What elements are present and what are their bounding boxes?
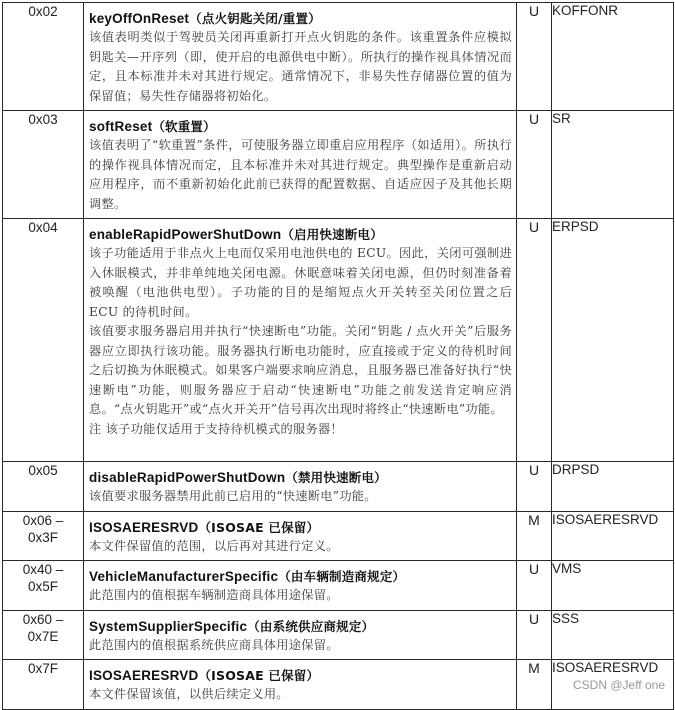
cvt-cell: U	[517, 111, 552, 219]
subfunction-value: 0x03	[3, 111, 84, 219]
name-zh: （软重置）	[152, 119, 216, 134]
mnemonic-cell: ISOSAERESRVD	[552, 660, 674, 710]
cvt-cell: U	[517, 462, 552, 512]
name-en: ISOSAERESRVD	[89, 519, 199, 535]
mnemonic-cell: VMS	[552, 561, 674, 611]
description-cell	[84, 462, 517, 512]
subfunction-name	[89, 518, 512, 537]
subfunction-name	[89, 666, 512, 685]
name-en: softReset	[89, 119, 153, 134]
table-row	[3, 111, 674, 219]
description-paragraph: 此范围内的值根据车辆制造商具体用途保留。	[89, 588, 339, 602]
mnemonic-cell: ISOSAERESRVD	[552, 511, 674, 561]
description-cell	[84, 111, 517, 219]
subfunction-value: 0x60 – 0x7E	[3, 610, 84, 660]
description-paragraph: 该值表明了“软重置”条件，可使服务器立即重启应用程序（如适用）。所执行的操作视具体情况而定，且本标准并未对其进行规定。典型操作是重新启动应用程序，而不重新初始化此前已获得的配置数据、自适应因子及其他长期调整。	[89, 138, 512, 211]
name-zh: （ISOSAE 已保留）	[198, 519, 320, 535]
mnemonic-cell: SSS	[552, 610, 674, 660]
name-zh: （由车辆制造商规定）	[278, 569, 406, 584]
name-en: ISOSAERESRVD	[89, 668, 199, 683]
cvt-cell: M	[517, 660, 552, 710]
subfunction-table	[2, 2, 674, 710]
name-en: VehicleManufacturerSpecific	[89, 569, 279, 584]
table-row	[3, 462, 674, 512]
subfunction-value: 0x40 – 0x5F	[3, 561, 84, 611]
description-cell	[84, 610, 517, 660]
subfunction-value: 0x06 – 0x3F	[3, 511, 84, 561]
description-cell	[84, 660, 517, 710]
description-paragraph: 该值要求服务器启用并执行“快速断电”功能。关闭“钥匙 / 点火开关”后服务器应立即执行该功能。服务器执行断电功能时，应直接或于定义的待机时间之后切换为休眠模式。如果客户端要求响应消息，且服务器已准备好执行“快速断电”功能，则服务器应于启动“快速断电”功能之前发送肯定响应消息。“点火钥匙开”或“点火开关开”信号再次出现时将终止“快速断电”功能。	[89, 324, 512, 416]
mnemonic-cell: ERPSD	[552, 219, 674, 462]
name-en: keyOffOnReset	[89, 11, 190, 26]
description-paragraph: 本文件保留值的范围，以后再对其进行定义。	[89, 538, 339, 553]
description-paragraph: 该值要求服务器禁用此前已启用的“快速断电”功能。	[89, 489, 377, 503]
name-en: disableRapidPowerShutDown	[89, 470, 286, 485]
name-en: enableRapidPowerShutDown	[89, 227, 282, 242]
description-paragraph: 此范围内的值根据系统供应商具体用途保留。	[89, 637, 339, 652]
table-row	[3, 511, 674, 561]
description-paragraph: 该子功能适用于非点火上电而仅采用电池供电的 ECU。因此，关闭可强制进入休眠模式，并非单纯地关闭电源。休眠意味着关闭电源，但仍时刻准备着被唤醒（电池供电型）。子功能的目的是缩短点火开关转至关闭位置之后 ECU 的待机时间。	[89, 246, 512, 319]
subfunction-value: 0x05	[3, 462, 84, 512]
table-row	[3, 219, 674, 462]
description-cell	[84, 561, 517, 611]
subfunction-value: 0x04	[3, 219, 84, 462]
name-zh: （ISOSAE 已保留）	[198, 668, 320, 683]
subfunction-name	[89, 468, 512, 487]
description-cell	[84, 219, 517, 462]
subfunction-value: 0x7F	[3, 660, 84, 710]
cvt-cell: U	[517, 3, 552, 111]
description-paragraph: 该值表明类似于驾驶员关闭再重新打开点火钥匙的条件。该重置条件应模拟钥匙关—开序列（即，使开启的电源供电中断）。所执行的操作视具体情况而定，且本标准并未对其进行规定。通常情况下，非易失性存储器位置的值为保留值；易失性存储器将初始化。	[89, 30, 512, 103]
name-en: SystemSupplierSpecific	[89, 618, 248, 634]
mnemonic-cell: DRPSD	[552, 462, 674, 512]
description-cell	[84, 511, 517, 561]
name-zh: （点火钥匙关闭/重置）	[189, 11, 321, 26]
table-row	[3, 610, 674, 660]
name-zh: （禁用快速断电）	[285, 470, 387, 485]
description-paragraph: 注 该子功能仅适用于支持待机模式的服务器！	[89, 421, 343, 436]
mnemonic-cell: SR	[552, 111, 674, 219]
subfunction-name	[89, 567, 512, 586]
cvt-cell: U	[517, 561, 552, 611]
table-row	[3, 3, 674, 111]
subfunction-name	[89, 9, 512, 28]
description-cell	[84, 3, 517, 111]
table-row	[3, 561, 674, 611]
subfunction-name	[89, 225, 512, 244]
subfunction-name	[89, 117, 512, 136]
subfunction-value: 0x02	[3, 3, 84, 111]
mnemonic-cell: KOFFONR	[552, 3, 674, 111]
watermark: CSDN @Jeff one	[573, 678, 665, 692]
cvt-cell: U	[517, 610, 552, 660]
name-zh: （启用快速断电）	[281, 227, 383, 242]
subfunction-name	[89, 617, 512, 636]
name-zh: （由系统供应商规定）	[247, 618, 375, 634]
cvt-cell: M	[517, 511, 552, 561]
description-paragraph: 本文件保留该值，以供后续定义用。	[89, 687, 289, 701]
cvt-cell: U	[517, 219, 552, 462]
